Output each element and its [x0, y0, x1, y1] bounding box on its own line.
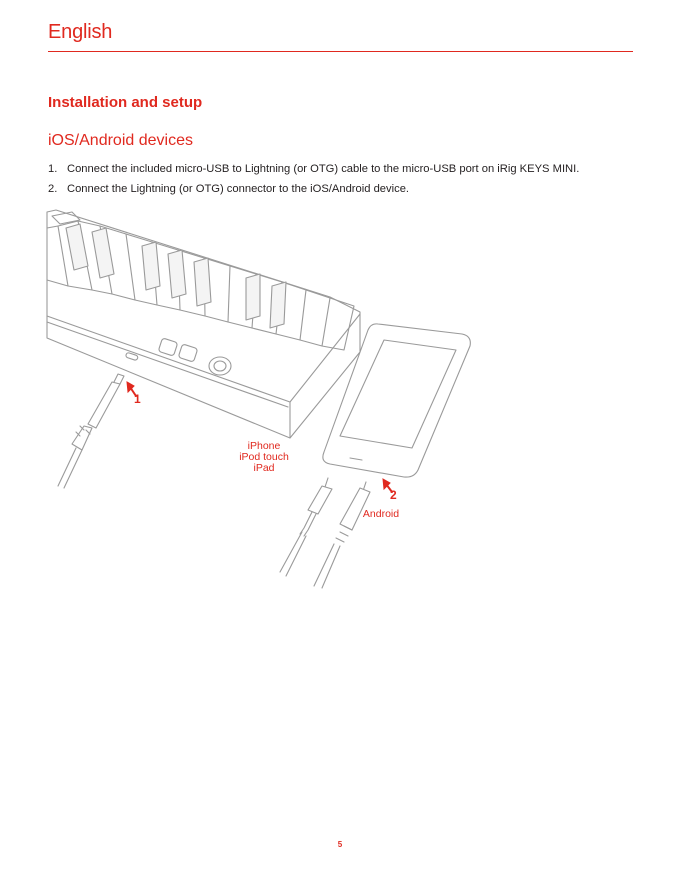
step-text: Connect the Lightning (or OTG) connector to the iOS/Android device. — [67, 182, 410, 195]
iphone-label: iPhone — [247, 440, 281, 452]
android-label: Android — [362, 508, 400, 520]
step-text: Connect the included micro-USB to Lightning (or OTG) cable to the micro-USB port on iRig KEYS MINI. — [67, 163, 580, 175]
section-title: Installation and setup — [48, 94, 203, 111]
page-number: 5 — [337, 840, 343, 849]
callout-1: 1 — [134, 392, 141, 406]
keyboard-controller — [47, 210, 360, 438]
ios-device-labels — [226, 441, 302, 474]
language-heading: English — [48, 21, 113, 43]
callout-2: 2 — [390, 488, 397, 502]
micro-usb-cable — [58, 374, 124, 488]
connection-illustration — [0, 200, 680, 600]
header-rule — [48, 51, 633, 52]
step-number: 1. — [48, 163, 58, 175]
ipod-touch-label: iPod touch — [239, 451, 289, 463]
subsection-title: iOS/Android devices — [48, 132, 193, 149]
step-number: 2. — [48, 182, 58, 195]
step-item — [48, 160, 579, 180]
lightning-cable — [280, 478, 332, 576]
step-item — [48, 180, 579, 200]
setup-steps — [48, 160, 579, 199]
ipad-label: iPad — [253, 462, 275, 474]
